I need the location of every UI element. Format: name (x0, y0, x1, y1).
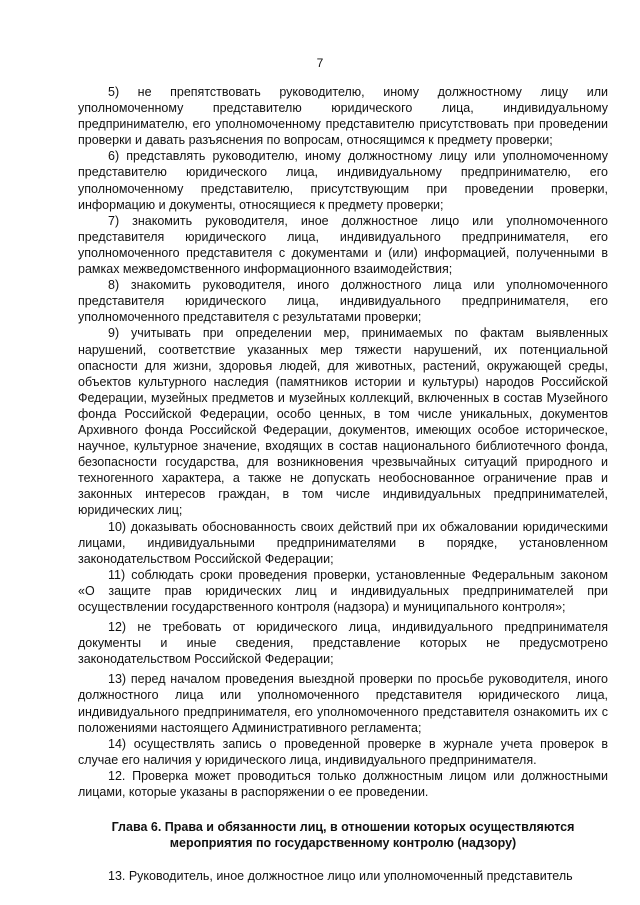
chapter-heading: Глава 6. Права и обязанности лиц, в отношении которых осуществляются мероприятия по государственному контролю (надзору) (111, 820, 575, 851)
page-number: 7 (316, 56, 324, 70)
paragraph-clause-12: 12. Проверка может проводиться только должностным лицом или должностными лицами, которые указаны в распоряжении о ее проведении. (78, 768, 608, 800)
paragraph-item-10: 10) доказывать обоснованность своих действий при их обжаловании юридическими лицами, индивидуальными предпринимателями в порядке, установленном законодательством Российской Федерации; (78, 519, 608, 566)
document-body (78, 84, 608, 884)
paragraph-item-8: 8) знакомить руководителя, иного должностного лица или уполномоченного представителя юридического лица, индивидуального предпринимателя, его уполномоченного представителя с результатами проверки; (78, 278, 608, 325)
paragraph-item-6: 6) представлять руководителю, иному должностному лицу или уполномоченному представителю юридического лица, индивидуальному предпринимателю, его уполномоченному представителю, присутствующим при проведении проверки, информацию и документы, относящиеся к предмету проверки; (78, 149, 608, 212)
paragraph-item-14: 14) осуществлять запись о проведенной проверке в журнале учета проверок в случае его наличия у юридического лица, индивидуального предпринимателя. (78, 736, 608, 767)
paragraph-item-7: 7) знакомить руководителя, иное должностное лицо или уполномоченного представителя юридического лица, индивидуального предпринимателя, его уполномоченного представителя с документами и (или) информацией, полученными в рамках межведомственного информационного взаимодействия; (78, 213, 608, 277)
paragraph-clause-13: 13. Руководитель, иное должностное лицо или уполномоченный представитель (108, 869, 573, 884)
paragraph-item-12: 12) не требовать от юридического лица, индивидуального предпринимателя документы и иные сведения, представление которых не предусмотрено законодательством Российской Федерации; (78, 620, 608, 667)
paragraph-item-9: 9) учитывать при определении мер, принимаемых по фактам выявленных нарушений, соответствие указанных мер тяжести нарушений, их потенциальной опасности для жизни, здоровья людей, для животных, растений, окружающей среды, объектов культурного наследия (памятников истории и культуры) народов Российской Федерации, музейных предметов и музейных коллекций, включенных в состав Музейного фонда Российской Федерации, особо ценных, в том числе уникальных, документов Архивного фонда Российской Федерации, документов, имеющих особое историческое, научное, культурное значение, входящих в состав национального библиотечного фонда, безопасности государства, для возникновения чрезвычайных ситуаций природного и техногенного характера, а также не допускать необоснованное ограничение прав и законных интересов граждан, в том числе индивидуальных предпринимателей, юридических лиц; (78, 326, 608, 518)
paragraph-item-5: 5) не препятствовать руководителю, иному должностному лицу или уполномоченному представителю юридического лица, индивидуальному предпринимателю, его уполномоченному представителю присутствовать при проведении проверки и давать разъяснения по вопросам, относящимся к предмету проверки; (78, 85, 608, 148)
paragraph-item-13: 13) перед началом проведения выездной проверки по просьбе руководителя, иного должностного лица или уполномоченного представителя юридического лица, индивидуального предпринимателя, его уполномоченного представителя ознакомить их с положениями настоящего Административного регламента; (78, 672, 608, 735)
paragraph-item-11: 11) соблюдать сроки проведения проверки, установленные Федеральным законом «О защите прав юридических лиц и индивидуальных предпринимателей при осуществлении государственного контроля (надзора) и муниципального контроля»; (78, 567, 608, 614)
